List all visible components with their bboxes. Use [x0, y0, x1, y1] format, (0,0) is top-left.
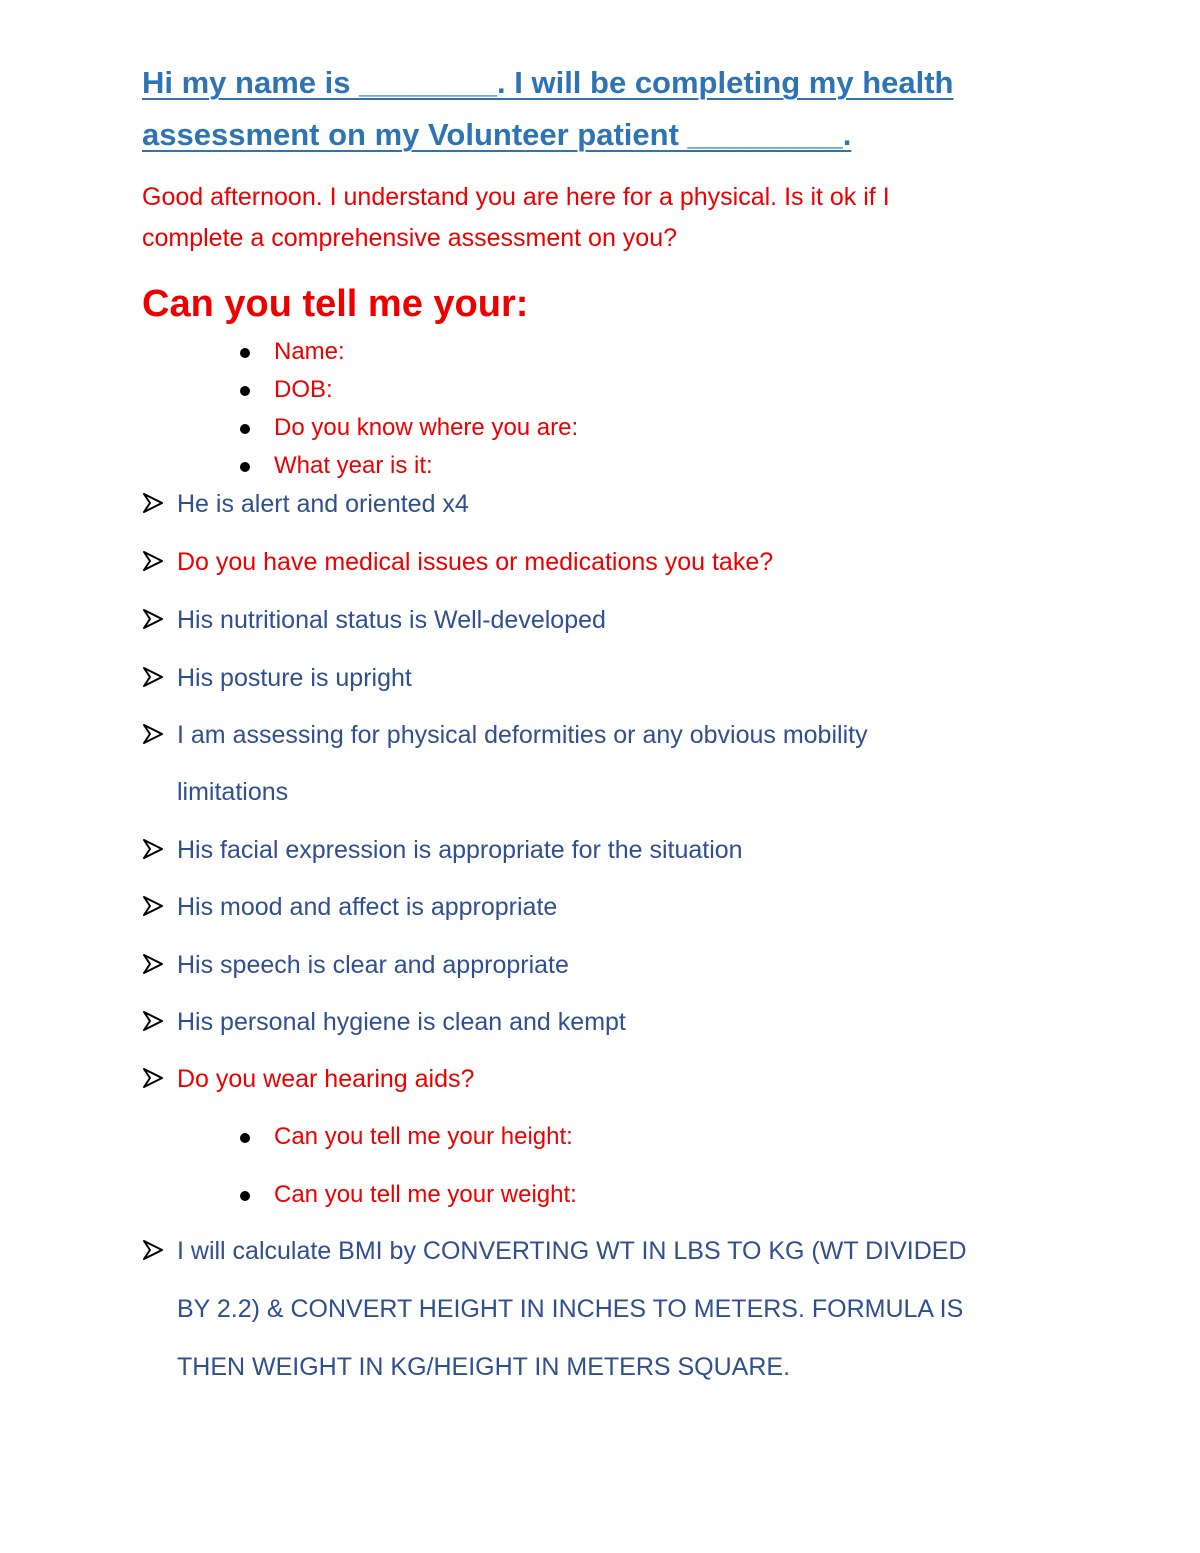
bullet-dot-icon — [240, 386, 250, 396]
bullet-dot-icon — [240, 424, 250, 434]
item-text: His posture is upright — [177, 664, 412, 692]
section-subtitle: Can you tell me your: — [142, 283, 529, 325]
question-text: Can you tell me your height: — [274, 1123, 573, 1150]
item-text: I am assessing for physical deformities or any obvious mobility — [177, 721, 868, 749]
item-text: His mood and affect is appropriate — [177, 893, 558, 921]
question-text: DOB: — [274, 376, 333, 403]
bullet-dot-icon — [240, 1191, 250, 1201]
arrow-bullet-icon — [142, 492, 164, 514]
arrow-bullet-icon — [142, 723, 164, 745]
bullet-dot-icon — [240, 462, 250, 472]
bullet-dot-icon — [240, 348, 250, 358]
item-text: He is alert and oriented x4 — [177, 490, 469, 518]
item-text: Do you wear hearing aids? — [177, 1065, 475, 1093]
question-text: What year is it: — [274, 452, 433, 479]
arrow-bullet-icon — [142, 608, 164, 630]
arrow-bullet-icon — [142, 1067, 164, 1089]
arrow-bullet-icon — [142, 1239, 164, 1261]
question-text: Do you know where you are: — [274, 414, 579, 441]
item-text: Do you have medical issues or medications you take? — [177, 548, 774, 576]
arrow-bullet-icon — [142, 953, 164, 975]
item-text: His facial expression is appropriate for the situation — [177, 836, 743, 864]
intro-line-1: Good afternoon. I understand you are here for a physical. Is it ok if I — [142, 183, 890, 211]
item-continuation: limitations — [177, 778, 289, 806]
arrow-bullet-icon — [142, 895, 164, 917]
bmi-text-line-3: THEN WEIGHT IN KG/HEIGHT IN METERS SQUARE. — [177, 1353, 791, 1381]
item-text: His nutritional status is Well-developed — [177, 606, 606, 634]
arrow-bullet-icon — [142, 1010, 164, 1032]
question-text: Can you tell me your weight: — [274, 1181, 577, 1208]
arrow-bullet-icon — [142, 838, 164, 860]
heading-line-1: Hi my name is ________. I will be completing my health — [142, 65, 954, 100]
heading-line-2: assessment on my Volunteer patient _________. — [142, 117, 852, 152]
intro-line-2: complete a comprehensive assessment on you? — [142, 224, 678, 252]
question-text: Name: — [274, 338, 345, 365]
arrow-bullet-icon — [142, 550, 164, 572]
item-text: His speech is clear and appropriate — [177, 951, 569, 979]
bmi-text-line-1: I will calculate BMI by CONVERTING WT IN LBS TO KG (WT DIVIDED — [177, 1237, 967, 1265]
arrow-bullet-icon — [142, 666, 164, 688]
item-text: His personal hygiene is clean and kempt — [177, 1008, 626, 1036]
bmi-text-line-2: BY 2.2) & CONVERT HEIGHT IN INCHES TO METERS. FORMULA IS — [177, 1295, 964, 1323]
bullet-dot-icon — [240, 1133, 250, 1143]
